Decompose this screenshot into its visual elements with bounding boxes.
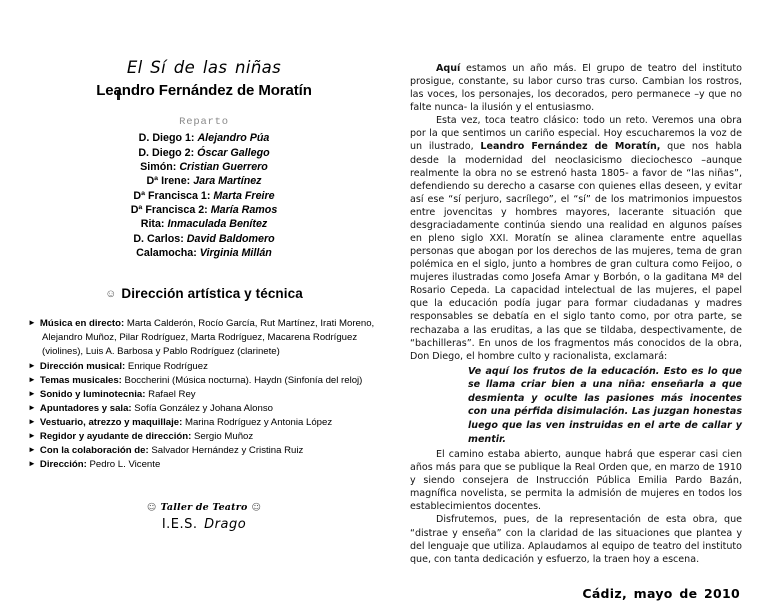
play-author: Leandro Fernández de Moratín: [96, 81, 312, 99]
play-quotation: Ve aquí los frutos de la educación. Esto es lo que se llama criar bien a una niña: enseñarla a que desmienta y oculte las pasiones más inocentes con una pérfida disimulación. Las juzgan honestas luego que las ven instruidas en el arte de callar y mentir.: [468, 365, 742, 445]
left-column: [18, 58, 390, 533]
smiley-icon: ☺: [251, 503, 262, 514]
crew-list: [18, 317, 390, 472]
bullet-triangle-icon: ►: [28, 388, 36, 398]
cast-role: Dª Francisca 1:: [133, 189, 211, 202]
cast-role: D. Diego 2:: [138, 146, 195, 159]
crew-item: [28, 402, 390, 416]
crew-item: [28, 430, 390, 444]
cast-actor: Alejandro Púa: [197, 132, 270, 145]
cast-item: [18, 203, 390, 217]
bullet-triangle-icon: ►: [28, 318, 36, 328]
moratin-name-bold: Leandro Fernández de Moratín,: [480, 141, 661, 153]
cast-actor: Cristian Guerrero: [179, 160, 268, 173]
crew-role: Sonido y luminotecnia:: [39, 388, 146, 400]
bullet-triangle-icon: ►: [28, 445, 36, 455]
cast-item: [18, 246, 390, 260]
paragraph-2-text-a: Esta vez, toca teatro clásico: todo un reto. Veremos una obra por la que sentimos un cariño especial. Hoy escucharemos la voz de un ilustrado,: [410, 115, 742, 153]
cast-list: [18, 131, 390, 260]
cast-item: [18, 217, 390, 231]
crew-item: [28, 360, 390, 374]
cast-role: Calamocha:: [136, 246, 197, 259]
cast-actor: Óscar Gallego: [197, 146, 270, 159]
cast-actor: Marta Freire: [213, 189, 275, 202]
cast-role: Dª Francisca 2:: [130, 203, 208, 216]
crew-names: Rafael Rey: [148, 388, 196, 400]
crew-names: Salvador Hernández y Cristina Ruiz: [151, 445, 304, 457]
crew-role: Regidor y ayudante de dirección:: [39, 430, 192, 442]
crew-item: [28, 458, 390, 472]
cast-actor: David Baldomero: [186, 232, 275, 245]
cast-item: [18, 232, 390, 246]
crew-role: Dirección:: [39, 459, 87, 471]
workshop-name: Taller de Teatro: [160, 502, 248, 514]
paragraph-2-text-b: que nos habla desde la modernidad del neoclasicismo dieciochesco –aunque realmente la obra no se estrenó hasta 1805- a favor de “las niñas”, defendiendo su derecho a casarse con quienes ellas deseen, y evitar así ese “sí perjuro, sacrílego”, el “sí” de los matrimonios impuestos entre jovencitas y hombres mayores, lacerante situación que desgraciadamente continúa siendo una realidad en algunos países en pleno siglo XXI. Moratín se alinea claramente entre aquellas personas que abogan por los derechos de las mujeres, tema de gran polémica en el siglo, junto a hombres de gran cultura como Feijoo, o mujeres ilustradas como Josefa Amar y Borbón, o la gaditana Mª del Rosario Cepeda. La capacidad intelectual de las mujeres, el papel que la educación podía jugar para formar ciudadanas y madres responsables se debatía en el siglo tanto como, por otra parte, se rechazaba a las eruditas, a las que se tildaba, despectivamente, de “bachilleras”. En unos de los fragmentos más conocidos de la obra, Don Diego, el hombre culto y racionalista, exclamará:: [410, 141, 742, 362]
theatre-workshop-line: [18, 502, 390, 515]
bullet-triangle-icon: ►: [28, 374, 36, 384]
crew-item: [28, 416, 390, 430]
crew-role: Apuntadores y sala:: [39, 402, 132, 414]
cast-item: [18, 160, 390, 174]
crew-role: Vestuario, atrezzo y maquillaje:: [39, 416, 183, 428]
crew-section-heading: [18, 286, 390, 301]
crew-item: [28, 317, 390, 359]
cast-item: [18, 174, 390, 188]
crew-names: Marina Rodríguez y Antonia López: [184, 416, 333, 428]
article-paragraph-2: [410, 114, 742, 362]
school-name: Drago: [204, 516, 247, 532]
cast-actor: María Ramos: [210, 203, 278, 216]
paragraph-lead-word: Aquí: [436, 63, 461, 74]
crew-role: Temas musicales:: [39, 374, 122, 386]
crew-item: [28, 374, 390, 388]
crew-names: Enrique Rodríguez: [127, 360, 208, 372]
bullet-triangle-icon: ►: [28, 459, 36, 469]
cast-item: [18, 189, 390, 203]
cast-role: D. Diego 1:: [138, 132, 195, 145]
bullet-triangle-icon: ►: [28, 360, 36, 370]
crew-item: [28, 388, 390, 402]
cast-actor: Virginia Millán: [199, 246, 272, 259]
bullet-triangle-icon: ►: [28, 430, 36, 440]
bullet-triangle-icon: ►: [28, 416, 36, 426]
cast-role: Dª Irene:: [146, 175, 191, 188]
play-title: El Sí de las niñas: [126, 58, 282, 77]
smiley-icon: ☺: [105, 288, 117, 301]
cast-item: [18, 146, 390, 160]
crew-role: Música en directo:: [39, 318, 125, 330]
cast-role: Simón:: [140, 160, 177, 173]
crew-names: Marta Calderón, Rocío García, Rut Martínez, Irati Moreno, Alejandro Muñoz, Pilar Rodríguez, Marta Rodríguez, Macarena Rodríguez (violines), Luis A. Barbosa y Pablo Rodríguez (clarinete): [42, 318, 375, 358]
crew-names: Boccherini (Música nocturna). Haydn (Sinfonía del reloj): [124, 374, 363, 386]
crew-heading-label: Dirección artística y técnica: [121, 286, 303, 302]
cast-heading: Reparto: [179, 115, 229, 128]
article-paragraph-4: Disfrutemos, pues, de la representación de esta obra, que “distrae y enseña” con la claridad de las situaciones que plantea y del lenguaje que utiliza. Aplaudamos al equipo de teatro del instituto que, con tanta dedicación y esfuerzo, la traen hoy a escena.: [410, 514, 742, 565]
paragraph-1-text: estamos un año más. El grupo de teatro del instituto prosigue, constante, su labor curso tras curso. Cambian los rostros, las voces, los personajes, los decorados, pero permanece –y que no falte nunca- la ilusión y el entusiasmo.: [410, 63, 742, 114]
crew-item: [28, 444, 390, 458]
program-footer: [18, 502, 390, 533]
smiley-icon: ☺: [146, 503, 157, 514]
school-line: [18, 517, 390, 533]
crew-names: Sofía González y Johana Alonso: [134, 402, 273, 414]
crew-role: Con la colaboración de:: [39, 445, 149, 457]
crew-names: Sergio Muñoz: [194, 430, 254, 442]
cast-item: [18, 131, 390, 145]
cast-role: Rita:: [140, 218, 165, 231]
cast-role: D. Carlos:: [133, 232, 184, 245]
article-paragraph-3: El camino estaba abierto, aunque habrá que esperar casi cien años más para que se publique la Real Orden que, en marzo de 1910 y siendo consejera de Instrucción Pública Emilia Pardo Bazán, magnífica novelista, se permita la admisión de mujeres en todos los establecimientos docentes.: [410, 449, 742, 513]
crew-names: Pedro L. Vicente: [89, 459, 161, 471]
dateline: Cádiz, mayo de 2010: [582, 585, 740, 601]
crew-role: Dirección musical:: [39, 360, 126, 372]
school-initials: I.E.S.: [161, 516, 198, 532]
article-paragraph-1: [410, 62, 742, 114]
right-column: [410, 62, 742, 601]
cast-actor: Inmaculada Benítez: [167, 218, 268, 231]
bullet-triangle-icon: ►: [28, 402, 36, 412]
cast-actor: Jara Martínez: [193, 175, 262, 188]
